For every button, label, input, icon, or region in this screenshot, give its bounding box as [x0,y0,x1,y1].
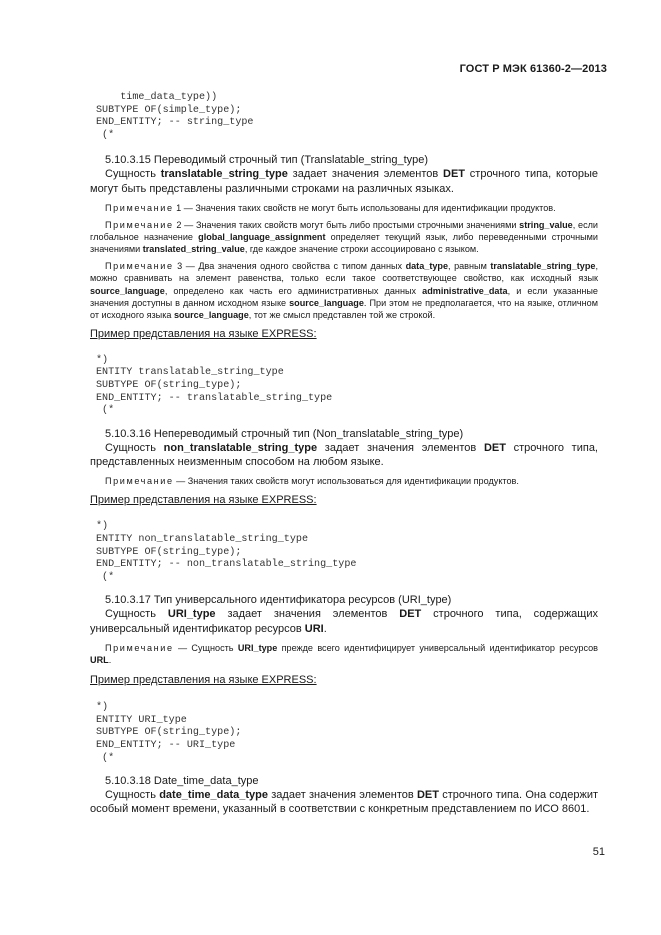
note-17: Примечание — Сущность URI_type прежде всего идентифицирует универсальный идентификатор ресурсов URL. [90,643,598,666]
code-line: *) [96,702,109,714]
note-1: Примечание 1 — Значения таких свойств не могут быть использованы для идентификации продуктов. [105,202,556,213]
note-3: Примечание 3 — Два значения одного свойства с типом данных data_type, равным translatable_string_type, можно сравнивать на элемент равенства, только если такое соответствующее свойство, как исходный язык source_language, определено как часть его административных данных administrative_data, и если указанные значения доступны в данном исходном языке source_language. При этом не предполагается, что на языке, отличном от исходного языка source_language, тот же смысл представлен той же строкой. [90,261,598,320]
note-2: Примечание 2 — Значения таких свойств могут быть либо простыми строчными значениями string_value, если глобальное назначение global_language_assignment определяет текущий язык, либо переведенными строчными значениями translated_string_value, где каждое значение строки ассоциировано с языком. [90,220,598,255]
standard-header: ГОСТ Р МЭК 61360-2—2013 [459,63,607,75]
section-heading-16: 5.10.3.16 Непереводимый строчный тип (Non_translatable_string_type) [105,427,464,440]
code-line: *) [96,521,109,533]
section-heading-15: 5.10.3.15 Переводимый строчный тип (Translatable_string_type) [105,154,429,167]
code-line: ENTITY translatable_string_type [96,367,284,379]
page-number: 51 [592,846,605,858]
code-line: SUBTYPE OF(string_type); [96,380,242,391]
code-line: SUBTYPE OF(string_type); [96,727,242,739]
section-heading-18: 5.10.3.18 Date_time_data_type [105,775,259,788]
code-line: ENTITY URI_type [96,714,187,726]
code-line: END_ENTITY; -- non_translatable_string_type [96,559,357,571]
code-line: ENTITY non_translatable_string_type [96,534,309,546]
section-15-paragraph: Сущность translatable_string_type задает значения элементов DET строчного типа, которые могут быть представлены различными строками на различных языках. [90,168,598,195]
section-17-paragraph: Сущность URI_type задает значения элементов DET строчного типа, содержащих универсальный идентификатор ресурсов URI. [90,608,598,635]
section-16-paragraph: Сущность non_translatable_string_type задает значения элементов DET строчного типа, представленных неизменным способом на любом языке. [90,441,598,469]
code-line: END_ENTITY; -- translatable_string_type [96,392,333,404]
code-line: (* [96,129,115,141]
code-line: (* [96,405,115,417]
page-content [90,92,598,817]
code-line: END_ENTITY; -- URI_type [96,740,236,751]
code-block-1 [96,92,598,142]
section-heading-17: 5.10.3.17 Тип универсального идентификатора ресурсов (URI_type) [105,594,452,607]
code-block-4 [96,702,598,765]
code-line: END_ENTITY; -- string_type [96,117,254,129]
code-block-3 [96,521,598,584]
code-line: *) [96,354,109,366]
note-16: Примечание — Значения таких свойств могут использоваться для идентификации продуктов. [105,476,519,487]
section-18-paragraph: Сущность date_time_data_type задает значения элементов DET строчного типа. Она содержит особый момент времени, указанный в соответствии с конкретным представлением по ИСО 8601. [90,789,598,816]
example-label-15: Пример представления на языке EXPRESS: [90,327,317,340]
code-line: (* [96,752,115,764]
code-line: SUBTYPE OF(simple_type); [96,104,242,116]
example-label-17: Пример представления на языке EXPRESS: [90,674,317,687]
code-line: (* [96,571,115,583]
code-line: SUBTYPE OF(string_type); [96,546,242,558]
code-line: time_data_type)) [96,92,218,103]
example-label-16: Пример представления на языке EXPRESS: [90,494,317,507]
code-block-2 [96,355,598,418]
